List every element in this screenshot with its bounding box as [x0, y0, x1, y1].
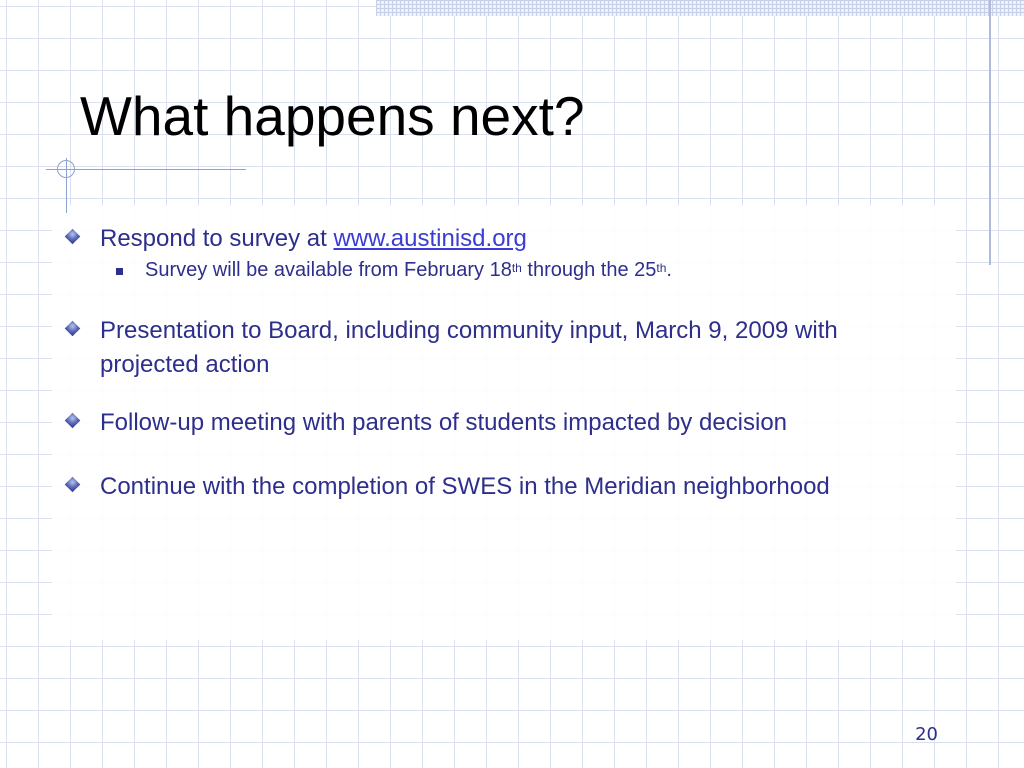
bullet-text: Continue with the completion of SWES in the Meridian neighborhood [100, 473, 830, 500]
bullet-item-survey [62, 222, 942, 284]
decorative-top-band [376, 0, 1024, 16]
page-number: 20 [915, 724, 938, 745]
survey-link[interactable]: www.austinisd.org [333, 225, 527, 252]
sub-bullet-text-part1: Survey will be available from February 18 [145, 259, 512, 281]
bullet-text: Presentation to Board, including community input, March 9, 2009 with projected action [100, 317, 838, 378]
bullet-text: Respond to survey at [100, 225, 334, 252]
decorative-vertical-line [989, 0, 991, 265]
crosshair-circle-icon [57, 160, 75, 178]
diamond-bullet-icon [65, 477, 81, 493]
bullet-item-follow-up [62, 406, 942, 440]
bullet-item-presentation [62, 314, 942, 382]
sub-bullet-list [100, 256, 942, 284]
bullet-item-continue [62, 470, 942, 504]
sub-bullet-item-availability [100, 256, 942, 284]
bullet-text: Follow-up meeting with parents of students impacted by decision [100, 409, 788, 436]
square-bullet-icon [116, 268, 123, 275]
superscript-th: th [656, 261, 667, 275]
slide-title: What happens next? [80, 85, 585, 147]
bullet-list [62, 222, 942, 504]
diamond-bullet-icon [65, 229, 81, 245]
diamond-bullet-icon [65, 321, 81, 337]
sub-bullet-text-part3: . [666, 259, 672, 281]
sub-bullet-text-part2: through the 25 [521, 259, 657, 281]
superscript-th: th [511, 261, 522, 275]
crosshair-horizontal-line [46, 169, 246, 170]
diamond-bullet-icon [65, 413, 81, 429]
